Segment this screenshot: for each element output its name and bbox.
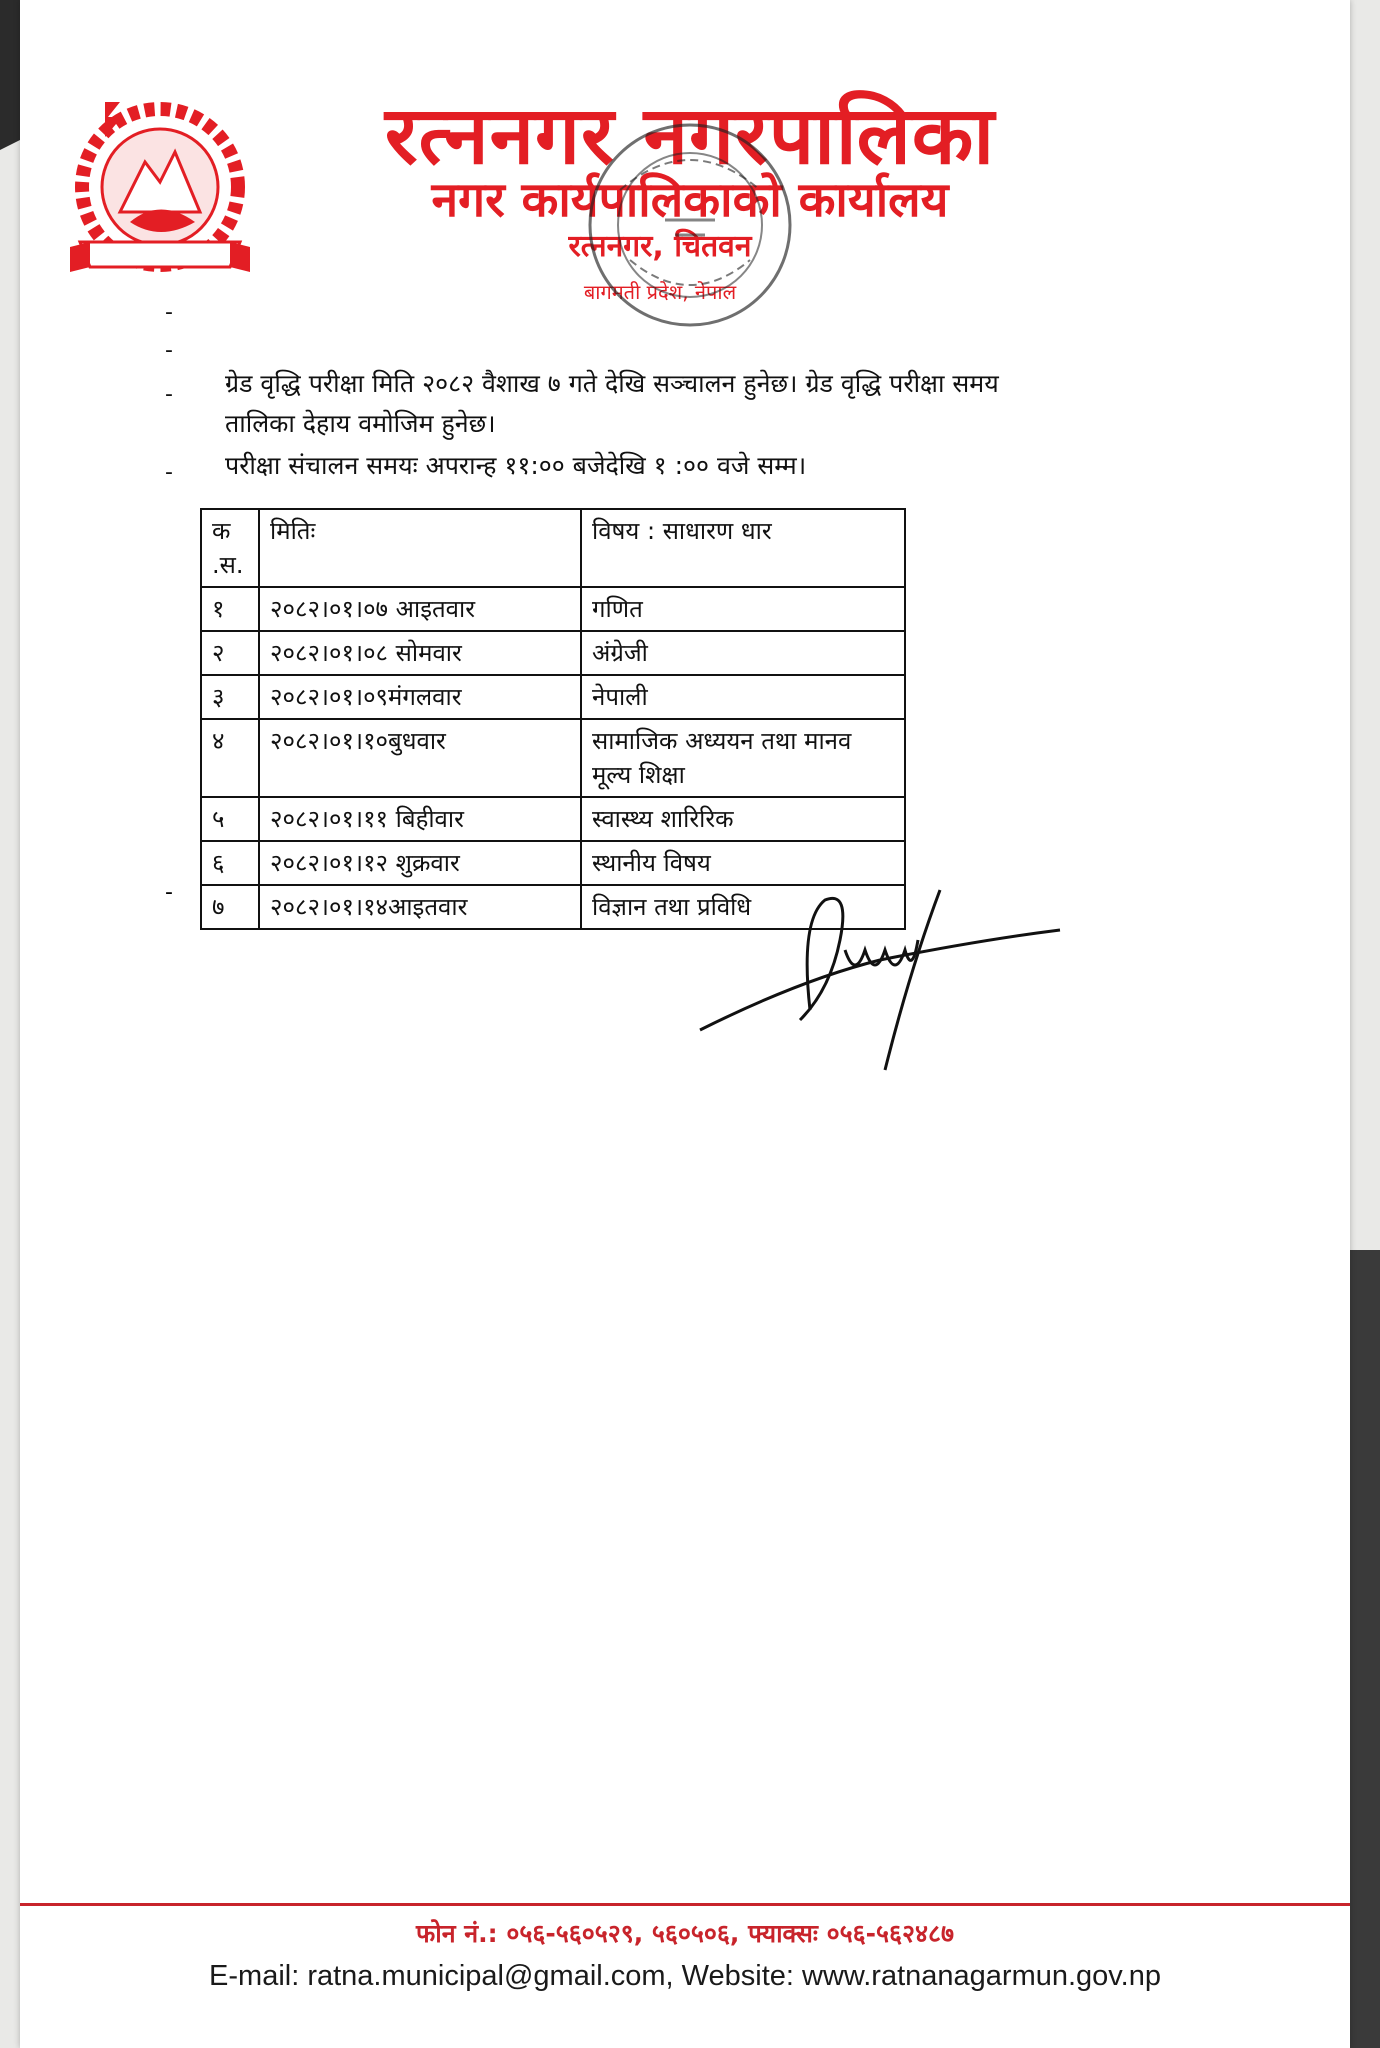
cell-date: २०८२।०१।०७ आइतवार bbox=[259, 587, 581, 631]
municipality-title: रत्ननगर नगरपालिका bbox=[384, 89, 996, 182]
letterhead bbox=[20, 0, 1350, 340]
nepal-government-emblem-icon bbox=[60, 92, 270, 287]
table-header-row bbox=[201, 509, 905, 587]
cell-date: २०८२।०१।१०बुधवार bbox=[259, 719, 581, 797]
footer-divider bbox=[20, 1903, 1350, 1906]
cell-date: २०८२।०१।११ बिहीवार bbox=[259, 797, 581, 841]
header-subject: विषय : साधारण धार bbox=[581, 509, 905, 587]
cell-serial: ६ bbox=[201, 841, 259, 885]
bullet-marker: - bbox=[165, 300, 173, 325]
notice-line-1: ग्रेड वृद्धि परीक्षा मिति २०८२ वैशाख ७ गते देखि सञ्चालन हुनेछ। ग्रेड वृद्धि परीक्षा समय bbox=[225, 369, 999, 398]
cell-subject: नेपाली bbox=[581, 675, 905, 719]
table-row bbox=[201, 719, 905, 797]
table-row bbox=[201, 841, 905, 885]
cell-serial: ५ bbox=[201, 797, 259, 841]
table-row bbox=[201, 797, 905, 841]
notice-line-2: तालिका देहाय वमोजिम हुनेछ। bbox=[225, 409, 496, 438]
table-row bbox=[201, 675, 905, 719]
bullet-marker: - bbox=[165, 338, 173, 363]
footer-phone: फोन नं.: ०५६-५६०५२९, ५६०५०६, फ्याक्सः ०५६-५६२४८७ bbox=[415, 1919, 955, 1948]
province-title: बागमती प्रदेश, नेपाल bbox=[583, 280, 737, 304]
cell-subject: स्वास्थ्य शारिरिक bbox=[581, 797, 905, 841]
letter-page bbox=[20, 0, 1350, 2048]
cell-subject: स्थानीय विषय bbox=[581, 841, 905, 885]
cell-serial: १ bbox=[201, 587, 259, 631]
cell-date: २०८२।०१।१२ शुक्रवार bbox=[259, 841, 581, 885]
office-title: नगर कार्यपालिकाको कार्यालय bbox=[431, 172, 949, 228]
header-date: मितिः bbox=[259, 509, 581, 587]
bullet-marker: - bbox=[165, 382, 173, 407]
cell-serial: २ bbox=[201, 631, 259, 675]
cell-subject: अंग्रेजी bbox=[581, 631, 905, 675]
cell-subject: गणित bbox=[581, 587, 905, 631]
exam-schedule-table bbox=[200, 508, 906, 930]
notice-line-3: परीक्षा संचालन समयः अपरान्ह ११:०० बजेदेखि १ :०० वजे सम्म। bbox=[225, 451, 807, 480]
table-row bbox=[201, 631, 905, 675]
footer-contact: E-mail: ratna.municipal@gmail.com, Website: www.ratnanagarmun.gov.np bbox=[209, 1960, 1161, 1992]
city-title: रत्ननगर, चितवन bbox=[568, 229, 752, 264]
cell-subject: सामाजिक अध्ययन तथा मानव मूल्य शिक्षा bbox=[581, 719, 905, 797]
official-round-seal-icon bbox=[580, 110, 800, 340]
cell-date: २०८२।०१।०८ सोमवार bbox=[259, 631, 581, 675]
cell-date: २०८२।०१।०९मंगलवार bbox=[259, 675, 581, 719]
bullet-marker: - bbox=[165, 880, 173, 905]
table-row bbox=[201, 587, 905, 631]
cell-date: २०८२।०१।१४आइतवार bbox=[259, 885, 581, 929]
cell-serial: ७ bbox=[201, 885, 259, 929]
handwritten-signature-icon bbox=[680, 880, 1080, 1080]
bullet-marker: - bbox=[165, 460, 173, 485]
cell-serial: ३ bbox=[201, 675, 259, 719]
header-serial: क .स. bbox=[201, 509, 259, 587]
cell-subject: विज्ञान तथा प्रविधि bbox=[581, 885, 905, 929]
cell-serial: ४ bbox=[201, 719, 259, 797]
